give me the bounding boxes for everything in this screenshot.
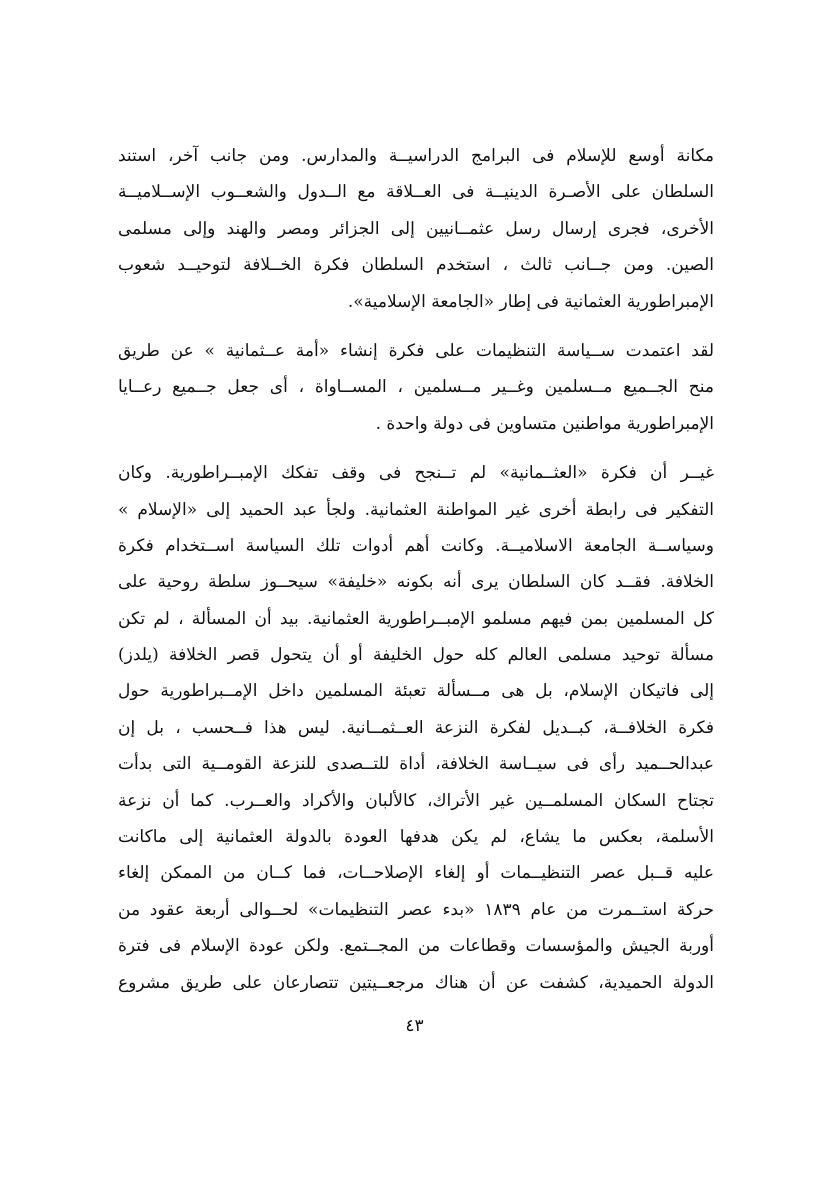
text-line: كل المسلمين بمن فيهم مسلمو الإمبــراطورية العثمانية. بيد أن المسألة ، لم تكن bbox=[118, 608, 714, 629]
text-line: عبدالحــميد رأى فى سيــاسة الخلافة، أداة للتــصدى للنزعة القومــية التى بدأت bbox=[118, 754, 714, 775]
text-line: الصين. ومن جــانب ثالث ، استخدم السلطان فكرة الخــلافة لتوحيــد شعوب bbox=[118, 255, 714, 276]
text-line: السلطان على الأصـرة الدينيــة فى العــلاقة مع الــدول والشعــوب الإســلاميــة bbox=[118, 182, 714, 203]
text-line: غيــر أن فكرة «العثــمانية» لم تــنجح فى وقف تفكك الإمبــراطورية. وكان bbox=[118, 463, 714, 484]
paragraph-spacer bbox=[118, 442, 714, 455]
text-line: إلى فاتيكان الإسلام، بل هى مــسألة تعبئة المسلمين داخل الإمــبراطورية حول bbox=[118, 681, 714, 702]
text-line: التفكير فى رابطة أخرى غير المواطنة العثمانية. ولجأ عبد الحميد إلى «الإسلام » bbox=[118, 499, 714, 520]
text-line: لقد اعتمدت ســياسة التنظيمات على فكرة إنشاء «أمة عــثمانية » عن طريق bbox=[118, 340, 714, 361]
text-line: أوربة الجيش والمؤسسات وقطاعات من المجــتمع. ولكن عودة الإسلام فى فترة bbox=[118, 936, 714, 957]
text-line: الأخرى، فجرى إرسال رسل عثمــانيين إلى الجزائر ومصر والهند وإلى مسلمى bbox=[118, 218, 714, 239]
page-number: ٤٣ bbox=[405, 1016, 424, 1036]
paragraph bbox=[118, 333, 714, 442]
text-line: الإمبراطورية العثمانية فى إطار «الجامعة الإسلامية». bbox=[347, 291, 714, 312]
paragraph bbox=[118, 455, 714, 1001]
text-line: حركة استــمرت من عام ١٨٣٩ «بدء عصر التنظيمات» لحــوالى أربعة عقود من bbox=[118, 899, 714, 920]
paragraph-spacer bbox=[118, 320, 714, 333]
body-text bbox=[118, 138, 714, 1001]
text-line: تجتاح السكان المسلمــين غير الأتراك، كالألبان والأكراد والعــرب. كما أن نزعة bbox=[118, 790, 714, 811]
text-line: عليه قــبل عصر التنظيــمات أو إلغاء الإصلاحــات، فما كــان من الممكن إلغاء bbox=[118, 863, 714, 884]
text-line: مكانة أوسع للإسلام فى البرامج الدراسيــة والمدارس. ومن جانب آخر، استند bbox=[118, 146, 714, 166]
text-line: الإمبراطورية مواطنين متساوين فى دولة واحدة . bbox=[375, 413, 714, 434]
text-line: الخلافة. فقــد كان السلطان يرى أنه بكونه «خليفة» سيحــوز سلطة روحية على bbox=[118, 572, 714, 593]
text-line: مسألة توحيد مسلمى العالم كله حول الخليفة أو أن يتحول قصر الخلافة (يلدز) bbox=[118, 645, 714, 666]
paragraph bbox=[118, 138, 714, 320]
text-line: الدولة الحميدية، كشفت عن أن هناك مرجعــيتين تتصارعان على طريق مشروع bbox=[118, 972, 714, 993]
text-line: منح الجــميع مــسلمين وغــير مــسلمين ، المســاواة ، أى جعل جــميع رعــايا bbox=[118, 377, 714, 398]
text-line: فكرة الخلافــة، كبــديل لفكرة النزعة العــثمــانية. ليس هذا فــحسب ، بل إن bbox=[118, 717, 714, 738]
text-line: وسياســة الجامعة الاسلاميــة. وكانت أهم أدوات تلك السياسة اســتخدام فكرة bbox=[118, 535, 714, 556]
text-line: الأسلمة، بعكس ما يشاع، لم يكن هدفها العودة بالدولة العثمانية إلى ماكانت bbox=[118, 827, 714, 848]
